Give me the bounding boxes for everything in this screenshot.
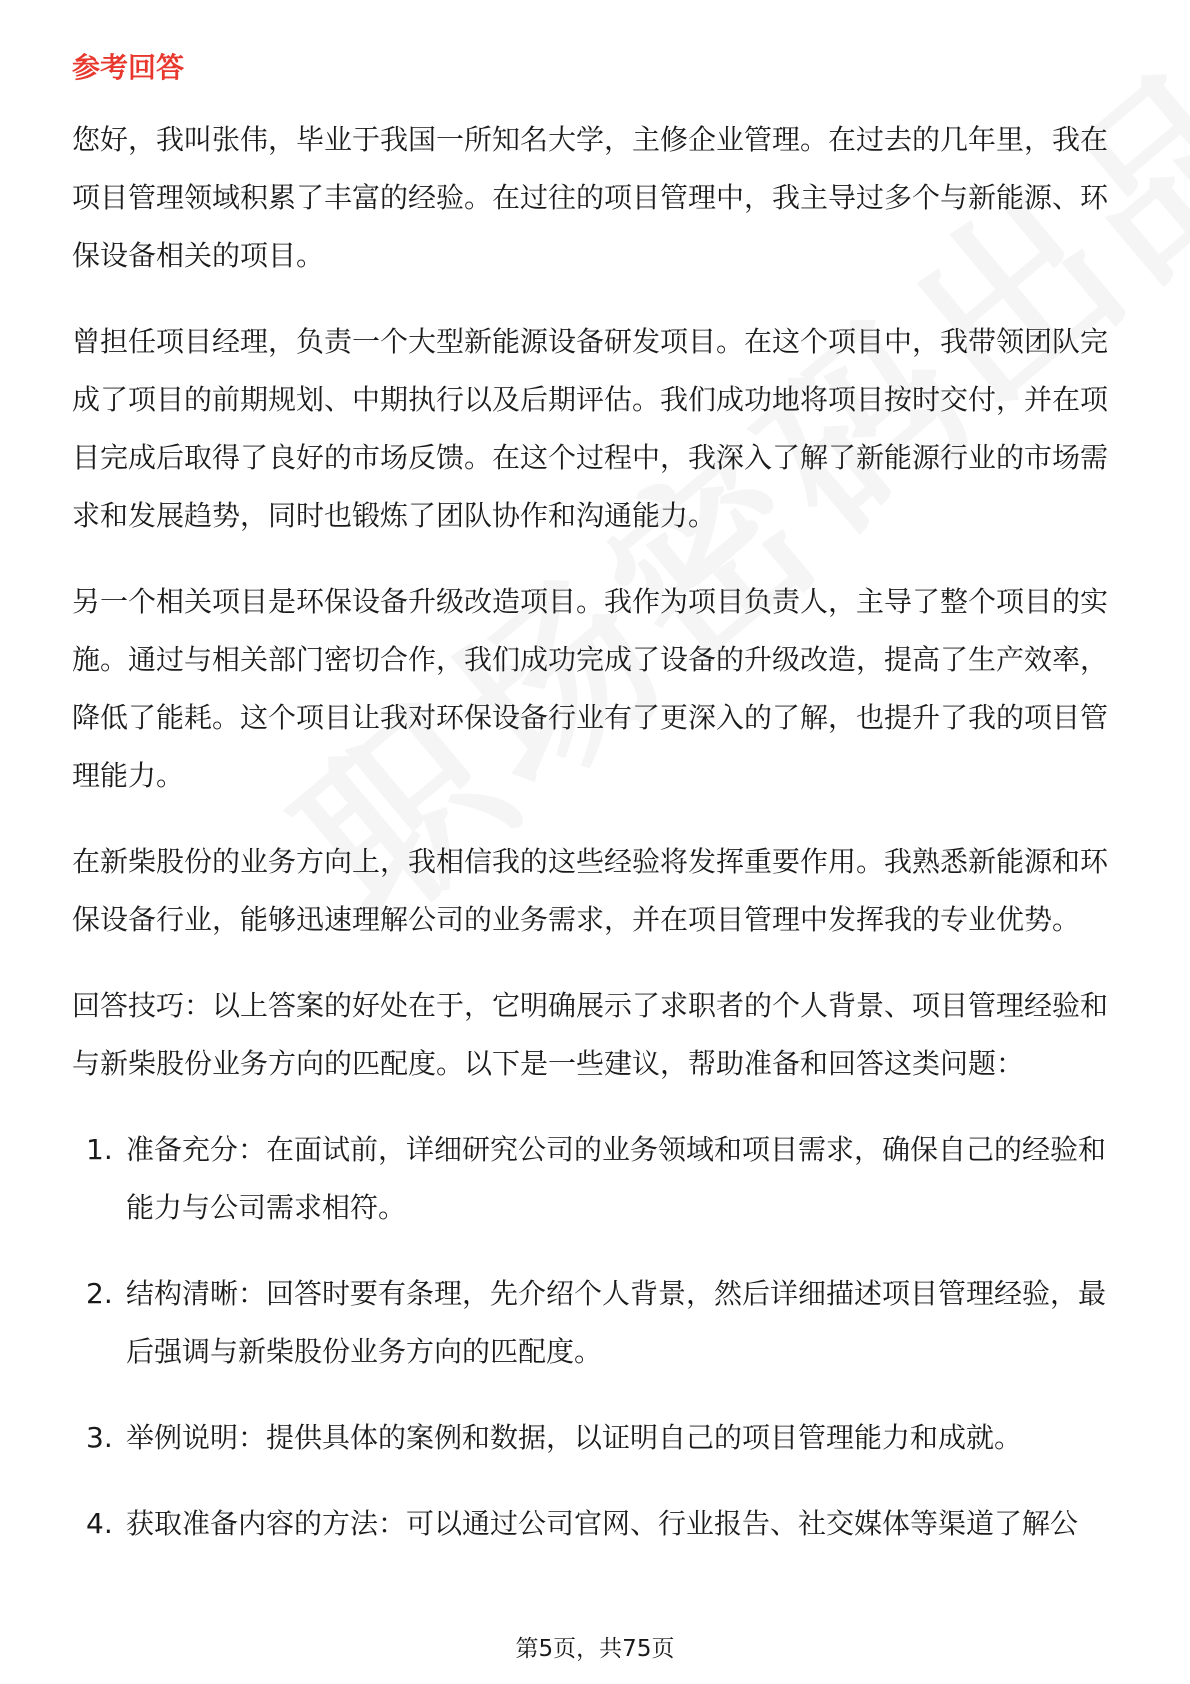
list-item: [72, 1121, 1122, 1237]
document-page: [72, 48, 1122, 1581]
tips-list: [72, 1121, 1122, 1553]
page-number-footer: 第5页，共75页: [515, 1636, 675, 1662]
answer-paragraph-intro: 您好，我叫张伟，毕业于我国一所知名大学，主修企业管理。在过去的几年里，我在项目管理领域积累了丰富的经验。在过往的项目管理中，我主导过多个与新能源、环保设备相关的项目。: [72, 123, 1109, 272]
list-item-text: 结构清晰：回答时要有条理，先介绍个人背景，然后详细描述项目管理经验，最后强调与新柴股份业务方向的匹配度。: [126, 1277, 1107, 1368]
list-item-text: 举例说明：提供具体的案例和数据，以证明自己的项目管理能力和成就。: [126, 1421, 1023, 1454]
answer-paragraph-project-2: 另一个相关项目是环保设备升级改造项目。我作为项目负责人，主导了整个项目的实施。通过与相关部门密切合作，我们成功完成了设备的升级改造，提高了生产效率，降低了能耗。这个项目让我对环保设备行业有了更深入的了解，也提升了我的项目管理能力。: [72, 585, 1109, 792]
list-item: [72, 1409, 1122, 1467]
answer-paragraph-project-1: 曾担任项目经理，负责一个大型新能源设备研发项目。在这个项目中，我带领团队完成了项目的前期规划、中期执行以及后期评估。我们成功地将项目按时交付，并在项目完成后取得了良好的市场反馈。在这个过程中，我深入了解了新能源行业的市场需求和发展趋势，同时也锻炼了团队协作和沟通能力。: [72, 325, 1109, 532]
list-item-number: 1.: [86, 1133, 113, 1166]
list-item: [72, 1265, 1122, 1381]
list-item-text: 获取准备内容的方法：可以通过公司官网、行业报告、社交媒体等渠道了解公: [126, 1507, 1079, 1540]
list-item-number: 2.: [86, 1277, 113, 1310]
list-item-number: 4.: [86, 1507, 113, 1540]
tips-paragraph: 回答技巧：以上答案的好处在于，它明确展示了求职者的个人背景、项目管理经验和与新柴股份业务方向的匹配度。以下是一些建议，帮助准备和回答这类问题：: [72, 989, 1109, 1080]
answer-paragraph-fit: 在新柴股份的业务方向上，我相信我的这些经验将发挥重要作用。我熟悉新能源和环保设备行业，能够迅速理解公司的业务需求，并在项目管理中发挥我的专业优势。: [72, 845, 1109, 936]
list-item: [72, 1495, 1122, 1553]
list-item-text: 准备充分：在面试前，详细研究公司的业务领域和项目需求，确保自己的经验和能力与公司需求相符。: [126, 1133, 1107, 1224]
section-heading: 参考回答: [72, 51, 185, 84]
list-item-number: 3.: [86, 1421, 113, 1454]
